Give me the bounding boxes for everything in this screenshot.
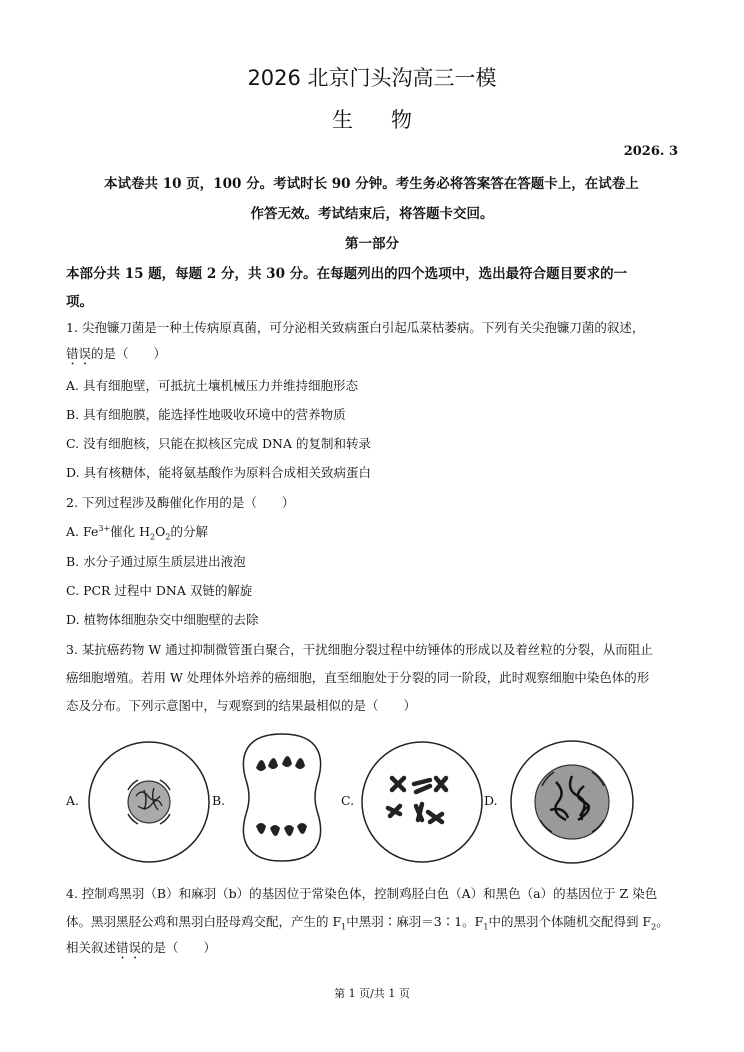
q2-option-b: B. 水分子通过原生质层进出液泡: [66, 554, 246, 569]
q2-option-d: D. 植物体细胞杂交中细胞壁的去除: [66, 612, 259, 627]
q1-emphasis: 错误: [66, 346, 92, 361]
q2-stem: 2. 下列过程涉及酶催化作用的是（ ）: [66, 495, 295, 510]
q2-option-a: A. $Fe^{3+}$催化 $H_2O_2$的分解: [66, 523, 208, 542]
q4-stem-line-3: 相关叙述错误的是（ ）: [66, 940, 217, 955]
q3-figure-label-d: D.: [484, 793, 498, 808]
q3-stem-line-2: 癌细胞增殖。若用 W 处理体外培养的癌细胞，直至细胞处于分裂的同一阶段，此时观察细胞中染色体的形: [66, 670, 650, 685]
q3-figure-label-a: A.: [66, 793, 80, 808]
q1-option-b: B. 具有细胞膜，能选择性地吸收环境中的营养物质: [66, 407, 346, 422]
q3-figure-label-c: C.: [341, 793, 355, 808]
q1-option-a: A. 具有细胞壁，可抵抗土壤机械压力并维持细胞形态: [66, 378, 358, 393]
cell-diagram-a: [84, 738, 214, 868]
part-heading: 第一部分: [345, 236, 399, 252]
q3-stem-line-3: 态及分布。下列示意图中，与观察到的结果最相似的是（ ）: [66, 698, 417, 713]
page-footer: 第 1 页/共 1 页: [334, 987, 410, 1000]
exam-date: 2026. 3: [623, 144, 678, 159]
q1-option-d: D. 具有核糖体，能将氨基酸作为原料合成相关致病蛋白: [66, 465, 372, 480]
q1-stem-line-1: 1. 尖孢镰刀菌是一种土传病原真菌，可分泌相关致病蛋白引起瓜菜枯萎病。下列有关尖孢镰刀菌的叙述，: [66, 320, 645, 335]
q2-option-c: C. PCR 过程中 DNA 双链的解旋: [66, 583, 253, 598]
q1-stem-line-2: [66, 344, 166, 368]
subject-title: 生物: [332, 108, 450, 132]
instructions-line-1: 本试卷共 10 页，100 分。考试时长 90 分钟。考生务必将答案答在答题卡上，在试卷上: [104, 176, 639, 192]
q1-stem-tail: 的是（ ）: [91, 346, 167, 361]
exam-title: 2026 北京门头沟高三一模: [247, 66, 497, 90]
part-description-line-1: 本部分共 15 题，每题 2 分，共 30 分。在每题列出的四个选项中，选出最符合题目要求的一: [66, 266, 628, 282]
cell-diagram-c: [358, 738, 486, 866]
instructions-line-2: 作答无效。考试结束后，将答题卡交回。: [250, 206, 494, 222]
q4-emphasis: 错误: [116, 940, 142, 955]
q3-figure-label-b: B.: [212, 793, 226, 808]
part-description-line-2: 项。: [66, 294, 93, 310]
q1-option-c: C. 没有细胞核，只能在拟核区完成 DNA 的复制和转录: [66, 436, 371, 451]
cell-diagram-d: [506, 736, 638, 868]
cell-diagram-b: [232, 730, 332, 865]
q4-stem-line-2: 体。黑羽黑胫公鸡和黑羽白胫母鸡交配，产生的 $F_1$中黑羽∶麻羽＝3∶1。$F_1$中的黑羽个体随机交配得到 $F_2$。: [66, 914, 669, 932]
q3-stem-line-1: 3. 某抗癌药物 W 通过抑制微管蛋白聚合，干扰细胞分裂过程中纺锤体的形成以及着丝粒的分裂，从而阻止: [66, 642, 653, 657]
q4-stem-line-1: 4. 控制鸡黑羽（B）和麻羽（b）的基因位于常染色体，控制鸡胫白色（A）和黑色（a）的基因位于 Z 染色: [66, 886, 658, 901]
